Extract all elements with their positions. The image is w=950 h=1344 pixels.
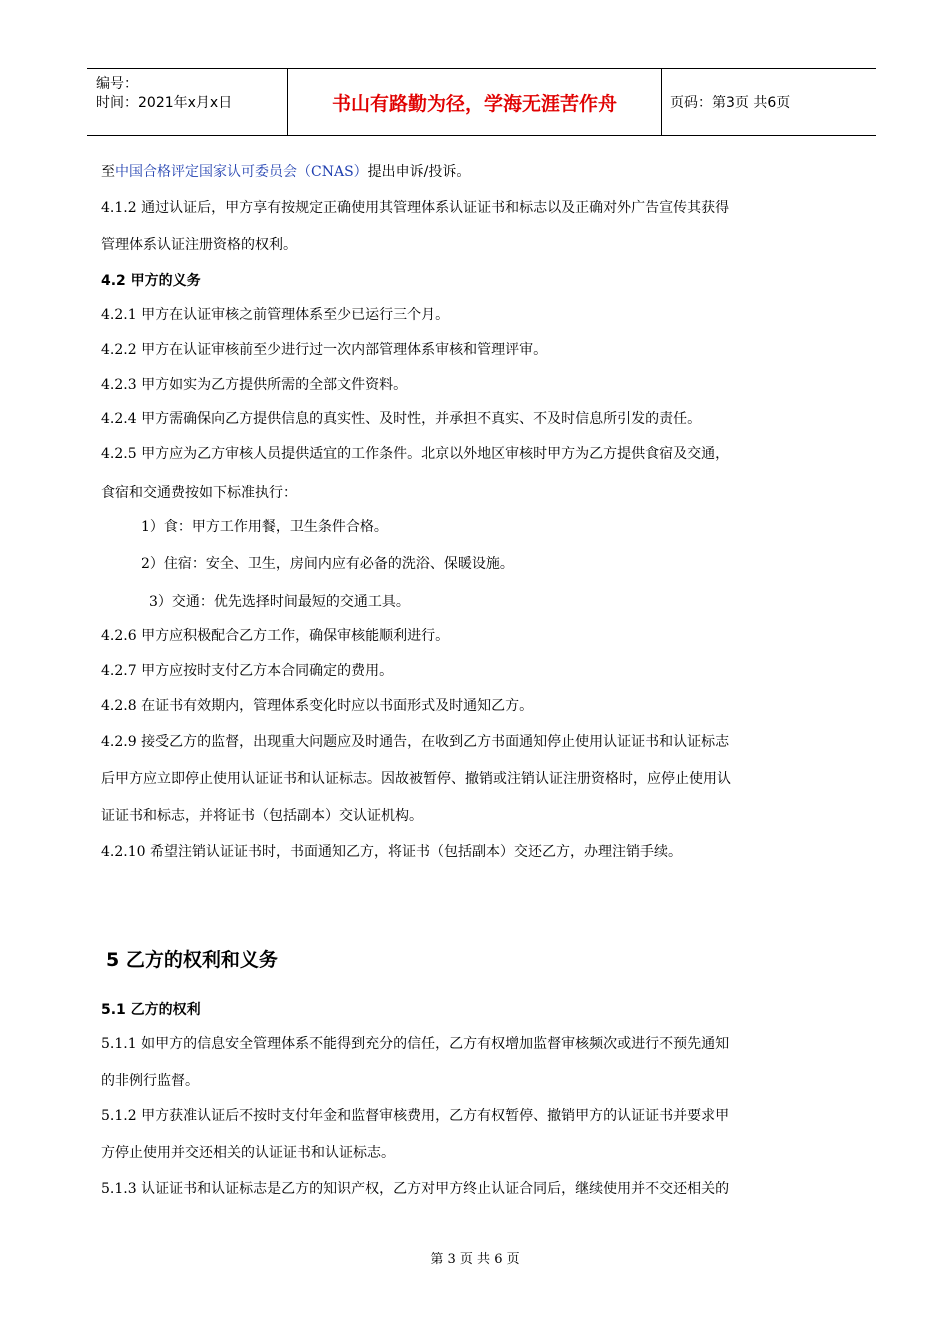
- paragraph-line: 4.2.4 甲方需确保向乙方提供信息的真实性、及时性，并承担不真实、不及时信息所引发的责任。: [101, 411, 702, 427]
- paragraph-line: 食宿和交通费按如下标准执行：: [101, 485, 297, 501]
- motto: 书山有路勤为径，学海无涯苦作舟: [331, 92, 617, 115]
- list-item: 2）住宿：安全、卫生，房间内应有必备的洗浴、保暖设施。: [141, 556, 514, 572]
- header-page-info: 页码：第3页 共6页: [670, 95, 791, 111]
- page-header: [87, 68, 876, 136]
- header-page-cell: [662, 69, 876, 135]
- page-footer: 第 3 页 共 6 页: [430, 1252, 520, 1267]
- time-label: 时间：2021年x月x日: [96, 95, 233, 111]
- list-item: 3）交通：优先选择时间最短的交通工具。: [149, 594, 410, 610]
- paragraph-line: 4.2.9 接受乙方的监督，出现重大问题应及时通告，在收到乙方书面通知停止使用认证证书和认证标志: [101, 734, 730, 750]
- paragraph-line: 方停止使用并交还相关的认证证书和认证标志。: [101, 1145, 395, 1161]
- cnas-link[interactable]: 中国合格评定国家认可委员会（CNAS）: [115, 164, 368, 180]
- paragraph-line: 4.2.7 甲方应按时支付乙方本合同确定的费用。: [101, 663, 394, 679]
- paragraph-line: 的非例行监督。: [101, 1073, 199, 1089]
- paragraph-line: 4.2.8 在证书有效期内，管理体系变化时应以书面形式及时通知乙方。: [101, 698, 534, 714]
- section-heading-4-2: 4.2 甲方的义务: [101, 273, 201, 289]
- section-heading-5: 5 乙方的权利和义务: [106, 949, 278, 971]
- paragraph-line: 4.2.6 甲方应积极配合乙方工作，确保审核能顺利进行。: [101, 628, 450, 644]
- paragraph-line: 管理体系认证注册资格的权利。: [101, 237, 297, 253]
- paragraph-line: 4.2.3 甲方如实为乙方提供所需的全部文件资料。: [101, 377, 408, 393]
- header-motto-cell: [288, 69, 662, 135]
- paragraph-line: 5.1.1 如甲方的信息安全管理体系不能得到充分的信任，乙方有权增加监督审核频次或进行不预先通知: [101, 1036, 730, 1052]
- paragraph-line: 4.2.5 甲方应为乙方审核人员提供适宜的工作条件。北京以外地区审核时甲方为乙方提供食宿及交通，: [101, 446, 730, 462]
- serial-label: 编号：: [96, 76, 138, 92]
- paragraph-line: [101, 161, 470, 181]
- paragraph-line: 证证书和标志，并将证书（包括副本）交认证机构。: [101, 808, 423, 824]
- text-span: 提出申诉/投诉。: [367, 164, 471, 180]
- paragraph-line: 4.2.2 甲方在认证审核前至少进行过一次内部管理体系审核和管理评审。: [101, 342, 548, 358]
- section-heading-5-1: 5.1 乙方的权利: [101, 1002, 201, 1018]
- paragraph-line: 4.1.2 通过认证后，甲方享有按规定正确使用其管理体系认证证书和标志以及正确对外广告宣传其获得: [101, 200, 730, 216]
- text-span: 至: [101, 164, 115, 180]
- header-left-cell: [87, 69, 288, 135]
- list-item: 1）食：甲方工作用餐，卫生条件合格。: [141, 519, 388, 535]
- paragraph-line: 5.1.2 甲方获准认证后不按时支付年金和监督审核费用，乙方有权暂停、撤销甲方的认证证书并要求甲: [101, 1108, 730, 1124]
- paragraph-line: 4.2.10 希望注销认证证书时，书面通知乙方，将证书（包括副本）交还乙方，办理注销手续。: [101, 844, 682, 860]
- paragraph-line: 4.2.1 甲方在认证审核之前管理体系至少已运行三个月。: [101, 307, 450, 323]
- paragraph-line: 5.1.3 认证证书和认证标志是乙方的知识产权，乙方对甲方终止认证合同后，继续使用并不交还相关的: [101, 1181, 730, 1197]
- paragraph-line: 后甲方应立即停止使用认证证书和认证标志。因故被暂停、撤销或注销认证注册资格时，应停止使用认: [101, 771, 731, 787]
